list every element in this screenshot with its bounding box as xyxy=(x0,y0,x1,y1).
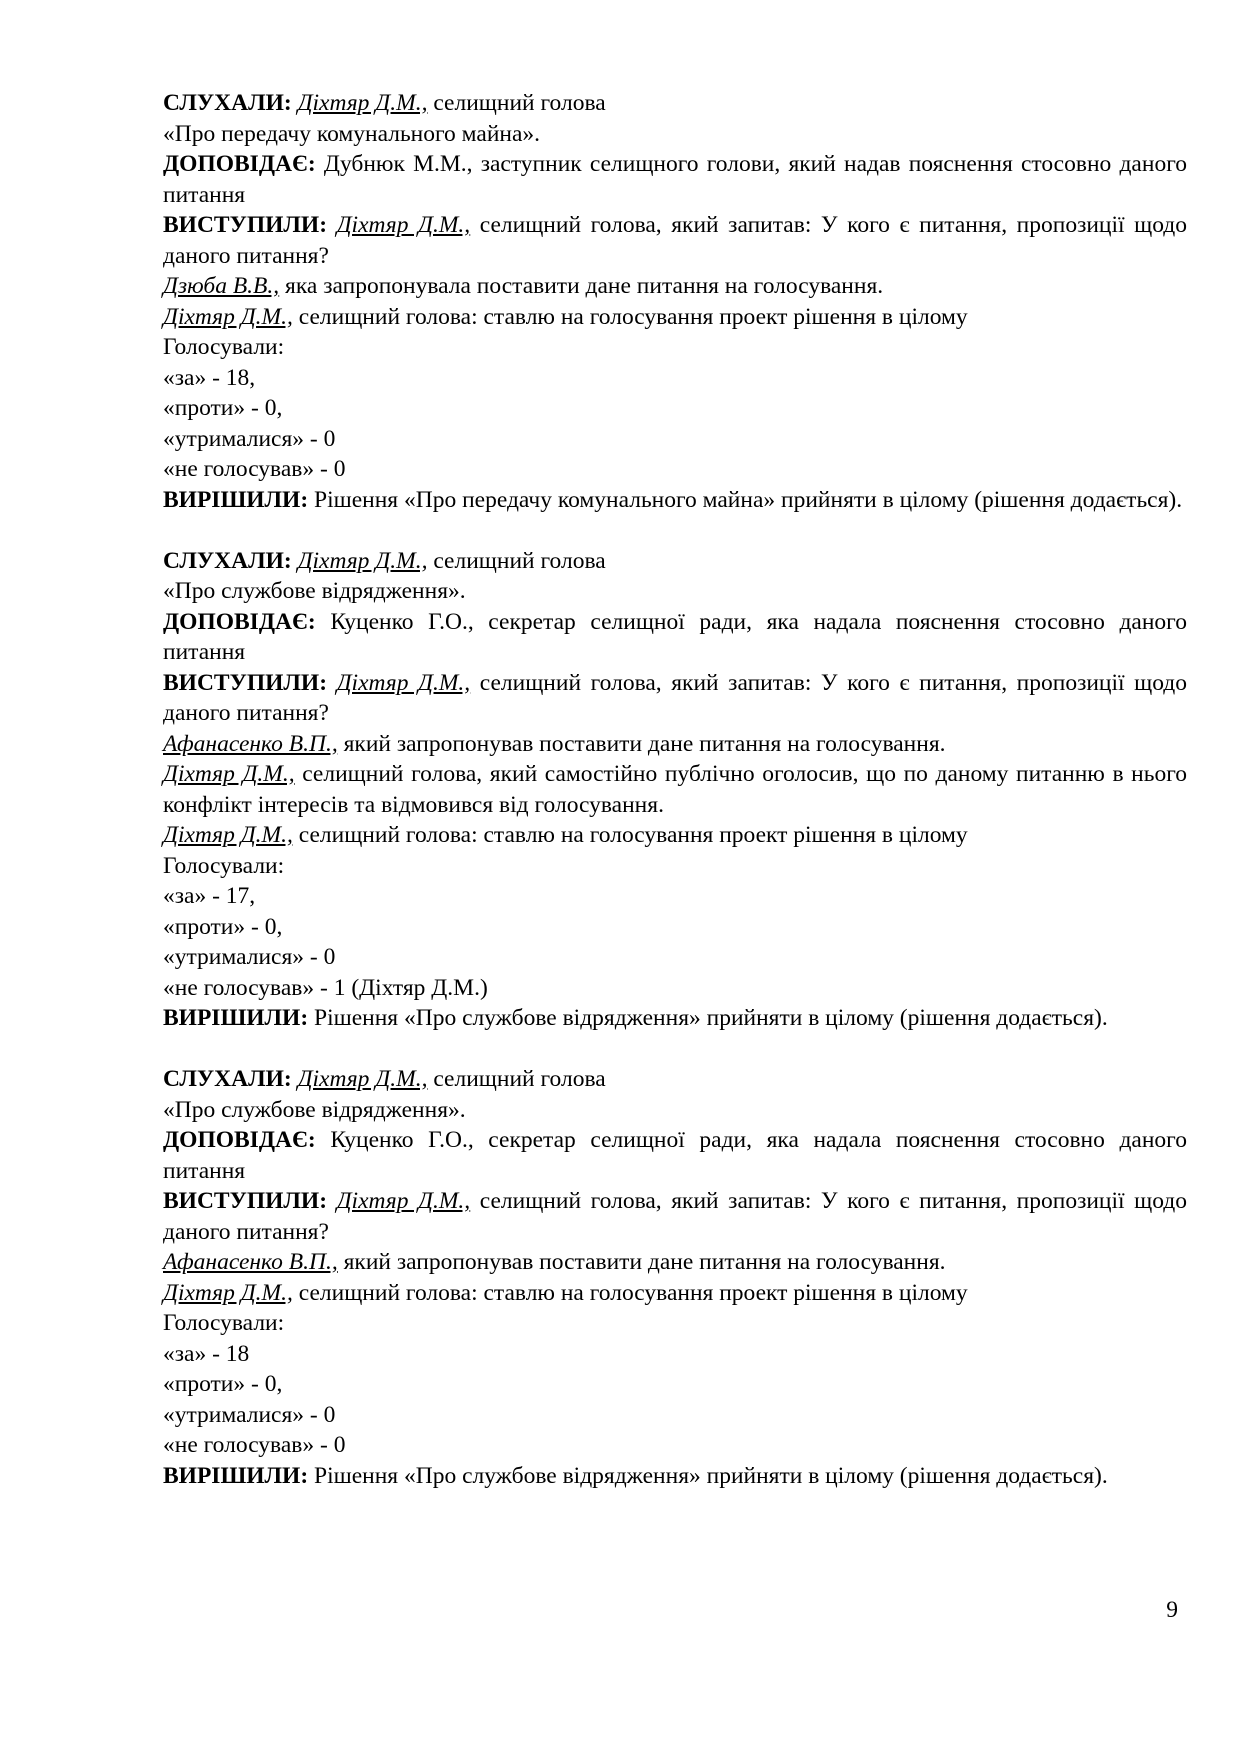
chair-text: селищний голова: ставлю на голосування проект рішення в цілому xyxy=(292,303,968,330)
decided-label: ВИРІШИЛИ: xyxy=(163,486,309,513)
agenda-item-1 xyxy=(163,88,1187,515)
conflict-line xyxy=(163,759,1187,820)
proposer-name: Афанасенко В.П., xyxy=(163,730,338,757)
heard-label: СЛУХАЛИ: xyxy=(163,1066,292,1092)
proposer-line xyxy=(163,271,1187,302)
spoke-line xyxy=(163,210,1187,271)
reports-text: Куценко Г.О., секретар селищної ради, яка надала пояснення стосовно даного питання xyxy=(163,1127,1187,1184)
decided-text: Рішення «Про службове відрядження» прийняти в цілому (рішення додається). xyxy=(308,1005,1108,1031)
reports-text: Дубнюк М.М., заступник селищного голови, який надав пояснення стосовно даного питання xyxy=(163,151,1187,208)
chair-line xyxy=(163,1278,1187,1309)
vote-against: «проти» - 0, xyxy=(163,1371,283,1397)
reports-label: ДОПОВІДАЄ: xyxy=(163,1127,316,1153)
vote-for: «за» - 18 xyxy=(163,1340,250,1367)
decided-label: ВИРІШИЛИ: xyxy=(163,1005,309,1031)
chair-line xyxy=(163,302,1187,333)
conflict-name: Діхтяр Д.М., xyxy=(163,761,295,787)
voted-label: Голосували: xyxy=(163,852,285,879)
vote-none: «не голосував» - 0 xyxy=(163,1432,346,1458)
chair-text: селищний голова: ставлю на голосування проект рішення в цілому xyxy=(292,822,968,848)
proposer-name: Афанасенко В.П., xyxy=(163,1249,338,1275)
decided-line xyxy=(163,1003,1187,1034)
proposer-text: який запропонував поставити дане питання на голосування. xyxy=(337,730,946,757)
decided-text: Рішення «Про передачу комунального майна» прийняти в цілому (рішення додається). xyxy=(308,486,1183,513)
reports-line xyxy=(163,1125,1187,1186)
speaker-role: селищний голова xyxy=(427,1066,606,1092)
spoke-line xyxy=(163,668,1187,729)
page-number: 9 xyxy=(1166,1597,1178,1623)
speaker-name: Діхтяр Д.М., xyxy=(336,669,471,696)
reports-line xyxy=(163,149,1187,210)
vote-for: «за» - 17, xyxy=(163,883,256,909)
reports-text: Куценко Г.О., секретар селищної ради, яка надала пояснення стосовно даного питання xyxy=(163,608,1187,665)
speaker-name: Діхтяр Д.М., xyxy=(336,1188,471,1214)
proposer-line xyxy=(163,1247,1187,1278)
voted-label: Голосували: xyxy=(163,334,285,360)
vote-abstain: «утрималися» - 0 xyxy=(163,1401,336,1428)
proposer-line xyxy=(163,729,1187,760)
chair-line xyxy=(163,820,1187,851)
agenda-topic: «Про службове відрядження». xyxy=(163,578,466,604)
spoke-text: селищний голова, який запитав: У кого є питання, пропозиції щодо даного питання? xyxy=(163,669,1188,726)
chair-text: селищний голова: ставлю на голосування проект рішення в цілому xyxy=(292,1279,968,1306)
voted-label: Голосували: xyxy=(163,1310,285,1336)
speaker-name: Діхтяр Д.М., xyxy=(297,90,428,116)
reports-line xyxy=(163,607,1187,668)
vote-against: «проти» - 0, xyxy=(163,395,283,421)
spoke-label: ВИСТУПИЛИ: xyxy=(163,212,328,238)
document-body xyxy=(163,88,1187,1522)
agenda-topic: «Про передачу комунального майна». xyxy=(163,120,541,147)
chair-name: Діхтяр Д.М., xyxy=(163,822,293,848)
speaker-name: Діхтяр Д.М., xyxy=(297,547,428,574)
spoke-text: селищний голова, який запитав: У кого є питання, пропозиції щодо даного питання? xyxy=(163,1188,1188,1245)
heard-line xyxy=(163,1064,1187,1095)
agenda-item-3 xyxy=(163,1064,1187,1491)
agenda-item-2 xyxy=(163,546,1187,1034)
vote-against: «проти» - 0, xyxy=(163,913,283,940)
heard-line xyxy=(163,88,1187,119)
vote-abstain: «утрималися» - 0 xyxy=(163,944,336,970)
decided-text: Рішення «Про службове відрядження» прийняти в цілому (рішення додається). xyxy=(308,1462,1108,1489)
decided-line xyxy=(163,1461,1187,1492)
conflict-text: селищний голова, який самостійно публічно оголосив, що по даному питанню в нього конфлікт інтересів та відмовився від голосування. xyxy=(163,761,1188,818)
chair-name: Діхтяр Д.М., xyxy=(163,303,293,330)
speaker-role: селищний голова xyxy=(427,547,606,574)
speaker-name: Діхтяр Д.М., xyxy=(336,212,471,238)
spoke-label: ВИСТУПИЛИ: xyxy=(163,669,328,696)
spoke-text: селищний голова, який запитав: У кого є питання, пропозиції щодо даного питання? xyxy=(163,212,1188,269)
reports-label: ДОПОВІДАЄ: xyxy=(163,608,316,635)
chair-name: Діхтяр Д.М., xyxy=(163,1279,293,1306)
proposer-text: який запропонував поставити дане питання на голосування. xyxy=(337,1249,946,1275)
vote-none: «не голосував» - 0 xyxy=(163,456,346,482)
heard-label: СЛУХАЛИ: xyxy=(163,547,292,574)
vote-none: «не голосував» - 1 (Діхтяр Д.М.) xyxy=(163,974,488,1001)
proposer-name: Дзюба В.В., xyxy=(163,273,280,299)
agenda-topic: «Про службове відрядження». xyxy=(163,1096,466,1123)
decided-label: ВИРІШИЛИ: xyxy=(163,1462,309,1489)
heard-label: СЛУХАЛИ: xyxy=(163,90,292,116)
heard-line xyxy=(163,546,1187,577)
vote-abstain: «утрималися» - 0 xyxy=(163,425,336,452)
speaker-name: Діхтяр Д.М., xyxy=(297,1066,428,1092)
vote-for: «за» - 18, xyxy=(163,364,256,391)
reports-label: ДОПОВІДАЄ: xyxy=(163,151,316,177)
proposer-text: яка запропонувала поставити дане питання на голосування. xyxy=(279,273,884,299)
speaker-role: селищний голова xyxy=(427,90,606,116)
decided-line xyxy=(163,485,1187,516)
spoke-label: ВИСТУПИЛИ: xyxy=(163,1188,328,1214)
spoke-line xyxy=(163,1186,1187,1247)
